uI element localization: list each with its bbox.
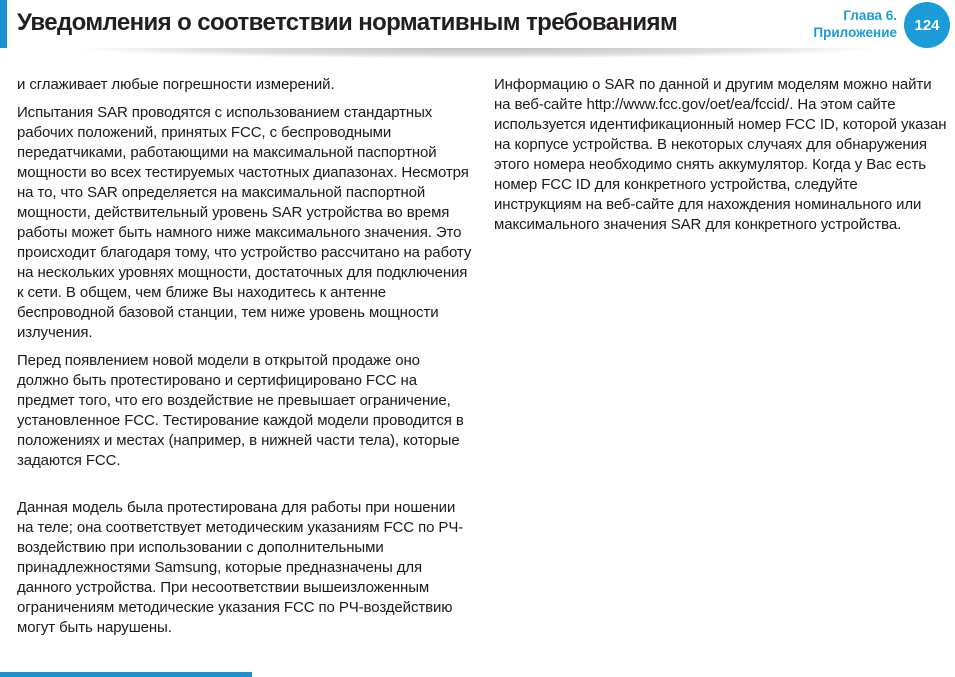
- chapter-line1: Глава 6.: [843, 8, 897, 23]
- chapter-line2: Приложение: [813, 25, 897, 40]
- footer-accent-bar: [0, 672, 252, 677]
- paragraph: Перед появлением новой модели в открытой продаже оно должно быть протестировано и сертифицировано FCC на предмет того, что его воздействие не превышает ограничение, установленное FCC. Тестирование каждой модели проводится в положениях и местах (например, в нижней части тела), которые задаются FCC.: [17, 352, 464, 469]
- paragraph: Информацию о SAR по данной и другим моделям можно найти на веб-сайте http://www.fcc.gov/oet/ea/fccid/. На этом сайте используется идентификационный номер FCC ID, которой указан на корпусе устройства. В некоторых случаях для обнаружения этого номера необходимо снять аккумулятор. Когда у Вас есть номер FCC ID для конкретного устройства, следуйте инструкциям на веб-сайте для нахождения номинального или максимального значения SAR для конкретного устройства.: [494, 76, 947, 233]
- page-header: [0, 0, 955, 48]
- paragraph: Данная модель была протестирована для работы при ношении на теле; она соответствует методическим указаниям FCC по РЧ-воздействию при использовании с дополнительными принадлежностями Samsung, которые предназначены для данного устройства. При несоответствии вышеизложенным ограничениям методические указания FCC по РЧ-воздействию могут быть нарушены.: [17, 499, 464, 636]
- page-title: Уведомления о соответствии нормативным требованиям: [17, 9, 678, 36]
- left-column: [17, 75, 472, 646]
- chapter-label: [813, 7, 897, 41]
- header-accent-bar: [0, 0, 7, 48]
- header-shadow-divider: [4, 48, 951, 61]
- paragraph: и сглаживает любые погрешности измерений.: [17, 76, 335, 93]
- page-content: [0, 61, 955, 646]
- page-number-badge: 124: [904, 2, 950, 48]
- paragraph: Испытания SAR проводятся с использованием стандартных рабочих положений, принятых FCC, с беспроводными передатчиками, работающими на максимальной паспортной мощности во всех тестируемых частотных диапазонах. Несмотря на то, что SAR определяется на максимальной паспортной мощности, действительный уровень SAR устройства во время работы может быть намного ниже максимального значения. Это происходит благодаря тому, что устройство рассчитано на работу на нескольких уровнях мощности, достаточных для подключения к сети. В общем, чем ближе Вы находитесь к антенне беспроводной базовой станции, тем ниже уровень мощности излучения.: [17, 104, 472, 341]
- right-column: [494, 75, 949, 646]
